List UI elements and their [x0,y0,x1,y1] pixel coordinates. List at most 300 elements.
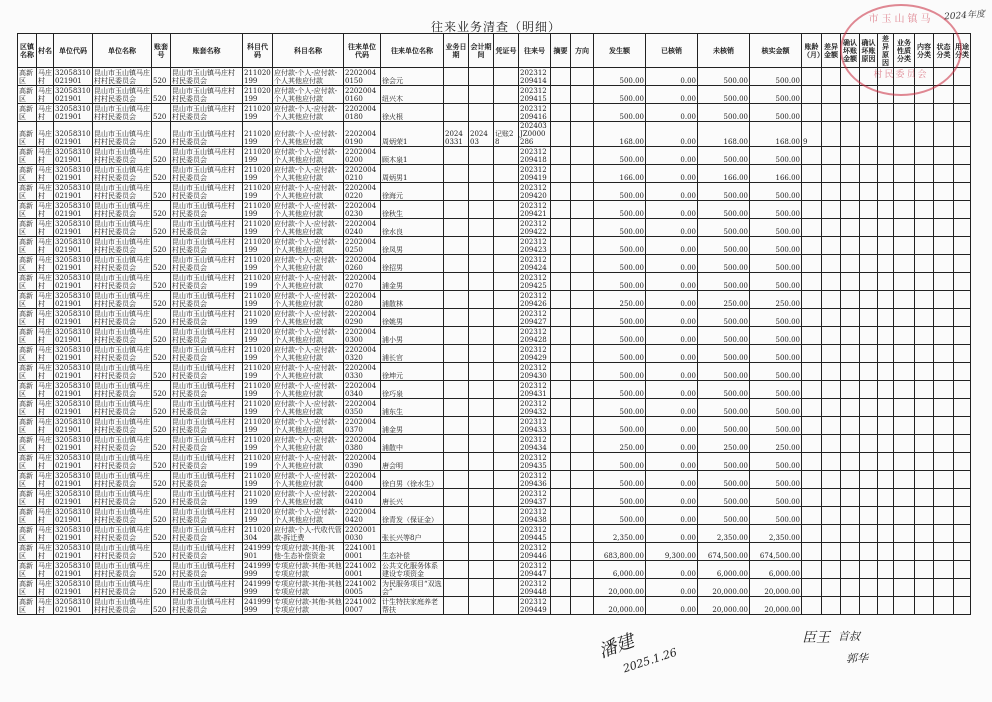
table-cell: 22020040330 [344,363,381,381]
table-cell: 500.00 [698,309,750,327]
table-cell [915,597,934,615]
table-cell [469,579,494,597]
table-cell: 500.00 [594,183,646,201]
table-cell [551,104,571,122]
table-cell: 昆山市玉山镇马庄村村民委员会 [94,148,150,164]
table-cell [841,273,860,291]
table-cell: 昆山市玉山镇马庄村村民委员会 [94,580,150,596]
table-cell [469,399,494,417]
table-cell [954,165,971,183]
table-cell: 昆山市玉山镇马庄村村民委员会 [171,291,243,309]
table-cell: 250.00 [698,435,750,453]
table-cell [551,381,571,399]
table-cell: 500.00 [698,507,750,525]
table-cell: 22020040410 [344,489,381,507]
table-cell: 32058310021901 [55,148,91,164]
table-cell: 昆山市玉山镇马庄村村民委员会 [171,489,243,507]
table-cell [841,363,860,381]
table-cell: 昆山市玉山镇马庄村村民委员会 [171,597,243,615]
table-cell [494,561,519,579]
table-cell [551,122,571,147]
table-cell [860,453,878,471]
table-row [18,471,971,489]
table-cell: 0.00 [646,363,698,381]
column-header: 区镇名称 [18,34,37,68]
table-cell [802,381,822,399]
table-cell: 211020199 [244,328,271,344]
table-cell [894,147,915,165]
table-cell: 500.00 [698,381,750,399]
table-cell: 应付款-个人-应付款-个人其他应付款 [273,345,344,363]
table-cell [878,507,894,525]
table-cell [841,381,860,399]
table-cell: 211020199 [244,87,271,103]
table-cell: 202312209426 [519,291,551,309]
table-cell [469,363,494,381]
table-cell: 166.00 [698,165,750,183]
table-cell [954,597,971,615]
table-cell [878,219,894,237]
table-cell: 2,350.00 [698,525,750,543]
table-cell: 马庄村 [38,166,52,182]
table-cell [822,507,841,525]
table-cell [841,399,860,417]
table-row [18,435,971,453]
table-cell [894,291,915,309]
table-cell: 520 [152,104,171,122]
table-cell [802,68,822,86]
column-header: 已核销 [646,34,698,68]
table-cell [860,104,878,122]
table-cell: 500.00 [698,219,750,237]
table-cell: 高新区 [18,561,37,579]
table-cell: 32058310021901 [55,202,91,218]
table-cell: 马庄村 [38,598,52,614]
table-cell [571,471,594,489]
table-cell [802,561,822,579]
table-cell: 应付款-个人-应付款-个人其他应付款 [273,219,344,237]
table-cell: 211020304 [244,526,271,542]
table-cell: 马庄村 [38,418,52,434]
table-cell: 500.00 [750,345,802,363]
table-cell [954,435,971,453]
table-cell [934,399,954,417]
table-cell: 0.00 [646,237,698,255]
table-cell: 500.00 [594,453,646,471]
table-cell [934,453,954,471]
table-cell [841,68,860,86]
table-row [18,507,971,525]
table-cell [444,489,469,507]
table-cell: 211020199 [244,364,271,380]
column-header: 差异金额 [822,34,841,68]
table-cell [841,237,860,255]
table-cell: 0.00 [646,165,698,183]
table-cell: 500.00 [698,237,750,255]
table-cell [822,543,841,561]
table-cell: 应付款-个人-应付款-个人其他应付款 [273,381,344,399]
table-cell: 500.00 [594,345,646,363]
table-cell [878,183,894,201]
table-cell: 昆山市玉山镇马庄村村民委员会 [94,69,150,85]
table-cell [571,183,594,201]
table-cell [894,435,915,453]
table-cell: 22020040160 [344,86,381,104]
table-cell [954,345,971,363]
table-cell: 166.00 [750,165,802,183]
table-cell: 马庄村 [38,364,52,380]
table-cell: 500.00 [750,471,802,489]
table-cell: 高新区 [18,273,37,291]
table-cell [894,417,915,435]
table-cell: 500.00 [698,273,750,291]
table-cell [551,453,571,471]
table-cell: 高新区 [18,453,37,471]
table-cell [802,237,822,255]
table-cell [841,219,860,237]
table-cell: 32058310021901 [55,472,91,488]
table-cell: 500.00 [594,471,646,489]
table-cell [802,489,822,507]
table-cell: 500.00 [698,147,750,165]
table-cell: 32058310021901 [55,418,91,434]
table-cell: 马庄村 [38,256,52,272]
table-cell [841,579,860,597]
table-cell: 166.00 [594,165,646,183]
table-cell [894,561,915,579]
table-row [18,273,971,291]
table-cell [802,435,822,453]
table-cell [494,489,519,507]
table-cell: 马庄村 [38,310,52,326]
table-cell [860,147,878,165]
table-cell: 马庄村 [38,544,52,560]
table-cell: 211020199 [244,508,271,524]
table-cell: 202312209435 [519,453,551,471]
table-cell [934,68,954,86]
table-cell [934,291,954,309]
table-cell: 马庄村 [38,508,52,524]
table-cell [894,381,915,399]
table-cell: 马庄村 [38,202,52,218]
table-cell [469,345,494,363]
table-cell: 浦小男 [381,327,444,345]
table-cell [822,165,841,183]
table-cell: 500.00 [750,327,802,345]
table-cell [822,104,841,122]
table-cell [860,435,878,453]
table-cell [444,183,469,201]
table-cell: 浦长官 [381,345,444,363]
table-cell: 32058310021901 [55,382,91,398]
table-cell: 520 [152,201,171,219]
table-cell [878,399,894,417]
table-cell [860,579,878,597]
table-cell: 250.00 [594,435,646,453]
table-cell: 211020199 [244,105,271,121]
table-cell: 0.00 [646,273,698,291]
table-cell: 徐招男 [381,255,444,273]
table-cell: 674,500.00 [698,543,750,561]
table-cell: 高新区 [18,471,37,489]
table-cell: 昆山市玉山镇马庄村村民委员会 [94,544,150,560]
table-row [18,561,971,579]
table-cell [841,543,860,561]
table-cell [822,489,841,507]
table-cell: 520 [152,147,171,165]
table-cell: 202312209437 [519,489,551,507]
table-cell: 202312209418 [519,147,551,165]
table-cell [802,147,822,165]
table-cell: 应付款-个人-应付款-个人其他应付款 [273,237,344,255]
table-cell: 昆山市玉山镇马庄村村民委员会 [94,526,150,542]
table-cell: 202312209424 [519,255,551,273]
table-cell: 高新区 [18,327,37,345]
table-header-row [18,34,971,68]
table-cell: 专项应付款-其他-其他专项应付款 [274,598,342,614]
table-cell: 应付款-个人-应付款-个人其他应付款 [273,68,344,86]
table-cell [494,183,519,201]
table-cell: 32058310021901 [55,346,91,362]
column-header: 差异原因 [878,34,894,68]
stamp-text-top: 市玉山镇马 [868,14,934,25]
table-cell: 唐长兴 [381,489,444,507]
table-cell [802,471,822,489]
table-cell: 徐会元 [381,68,444,86]
table-cell: 昆山市玉山镇马庄村村民委员会 [94,472,150,488]
table-cell: 徐水良 [381,219,444,237]
table-cell [444,237,469,255]
table-cell [860,309,878,327]
table-cell: 22020040390 [344,453,381,471]
table-cell: 500.00 [594,86,646,104]
table-cell: 记账28 [494,122,519,147]
table-cell: 昆山市玉山镇马庄村村民委员会 [171,345,243,363]
table-cell [551,507,571,525]
table-cell: 昆山市玉山镇马庄村村民委员会 [171,147,243,165]
column-header: 业务性质分类 [894,34,915,68]
table-cell [860,363,878,381]
table-cell: 202312209428 [519,327,551,345]
table-cell: 6,000.00 [750,561,802,579]
table-cell: 32058310021901 [55,310,91,326]
table-cell: 20,000.00 [594,579,646,597]
table-cell [444,104,469,122]
table-cell [954,273,971,291]
table-cell [915,183,934,201]
table-cell [860,291,878,309]
table-cell [934,507,954,525]
table-cell [841,327,860,345]
table-cell: 500.00 [698,104,750,122]
table-cell: 211020199 [244,436,271,452]
table-cell: 520 [152,255,171,273]
table-cell: 202312209449 [519,597,551,615]
table-cell [878,291,894,309]
table-cell: 应付款-个人-应付款-个人其他应付款 [273,417,344,435]
table-cell: 应付款-个人-应付款-个人其他应付款 [273,201,344,219]
table-cell: 应付款-个人-应付款-个人其他应付款 [273,147,344,165]
table-cell: 500.00 [750,399,802,417]
table-cell: 昆山市玉山镇马庄村村民委员会 [94,508,150,524]
table-cell [878,363,894,381]
table-cell: 520 [152,435,171,453]
table-cell: 202312209415 [519,86,551,104]
table-cell: 22020010030 [344,525,381,543]
table-cell: 昆山市玉山镇马庄村村民委员会 [94,598,150,614]
table-cell [494,201,519,219]
table-cell [444,435,469,453]
table-cell: 昆山市玉山镇马庄村村民委员会 [171,525,243,543]
table-cell: 500.00 [594,201,646,219]
table-cell [494,381,519,399]
table-cell: 520 [152,86,171,104]
table-cell: 520 [152,291,171,309]
table-cell [469,561,494,579]
table-cell: 马庄村 [38,490,52,506]
table-cell [444,561,469,579]
table-cell: 500.00 [594,255,646,273]
table-cell [915,507,934,525]
table-row [18,86,971,104]
table-cell [894,86,915,104]
table-cell: 0.00 [646,104,698,122]
table-cell: 32058310021901 [55,490,91,506]
table-cell [878,237,894,255]
table-cell: 昆山市玉山镇马庄村村民委员会 [171,309,243,327]
table-cell: 昆山市玉山镇马庄村村民委员会 [94,400,150,416]
table-cell [444,399,469,417]
table-cell [915,309,934,327]
table-cell: 500.00 [750,417,802,435]
table-cell: 徐凤男 [381,237,444,255]
table-cell: 应付款-个人-应付款-个人其他应付款 [273,399,344,417]
table-cell: 500.00 [594,507,646,525]
table-cell [954,453,971,471]
table-cell [954,417,971,435]
table-cell [894,104,915,122]
table-cell: 22020040350 [344,399,381,417]
table-cell: 168.00 [750,122,802,147]
table-cell [915,201,934,219]
table-cell: 马庄村 [38,382,52,398]
table-cell: 应付款-个人-应付款-个人其他应付款 [273,255,344,273]
table-cell: 520 [152,579,171,597]
table-cell: 马庄村 [38,69,52,85]
table-cell [915,104,934,122]
table-cell [860,201,878,219]
table-cell [860,255,878,273]
table-cell: 22020040340 [344,381,381,399]
table-cell [494,219,519,237]
table-cell: 211020199 [244,166,271,182]
table-cell [841,525,860,543]
table-cell [878,579,894,597]
table-cell: 昆山市玉山镇马庄村村民委员会 [93,122,152,147]
table-cell [469,309,494,327]
table-cell: 0.00 [646,86,698,104]
table-cell: 22020040220 [344,183,381,201]
table-cell: 32058310021901 [55,220,91,236]
table-cell: 520 [152,561,171,579]
table-cell: 520 [152,471,171,489]
table-cell: 应付款-个人-应付款-个人其他应付款 [273,165,344,183]
table-cell [860,237,878,255]
table-cell [878,543,894,561]
table-cell [802,543,822,561]
table-cell [878,201,894,219]
column-header: 内容分类 [915,34,934,68]
table-cell [571,561,594,579]
table-cell: 昆山市玉山镇马庄村村民委员会 [171,363,243,381]
table-cell [822,417,841,435]
table-cell [469,489,494,507]
table-cell: 32058310021901 [55,580,91,596]
table-cell [841,597,860,615]
table-cell [860,399,878,417]
table-cell: 昆山市玉山镇马庄村村民委员会 [171,381,243,399]
table-cell: 徐秋生 [381,201,444,219]
table-cell [444,201,469,219]
table-cell [860,122,878,147]
table-cell: 马庄村 [38,87,52,103]
table-cell: 500.00 [698,183,750,201]
table-cell: 22020040380 [344,435,381,453]
table-cell: 高新区 [18,309,37,327]
table-cell: 昆山市玉山镇马庄村村民委员会 [171,561,243,579]
table-cell [469,291,494,309]
table-cell [444,507,469,525]
table-cell [494,435,519,453]
table-cell [894,122,915,147]
table-cell: 500.00 [594,237,646,255]
table-cell: 昆山市玉山镇马庄村村民委员会 [171,471,243,489]
table-cell [860,273,878,291]
table-cell: 应付款-个人-应付款-个人其他应付款 [273,104,344,122]
table-cell: 202403 [469,122,494,147]
table-cell: 高新区 [18,86,37,104]
table-cell [860,219,878,237]
table-cell [494,165,519,183]
table-cell: 241999999 [244,598,271,614]
table-cell [894,471,915,489]
table-cell: 32058310021901 [55,544,91,560]
table-cell: 32058310021901 [55,69,91,85]
table-cell: 昆山市玉山镇马庄村村民委员会 [94,490,150,506]
table-cell: 2,350.00 [750,525,802,543]
table-cell: 500.00 [698,255,750,273]
table-cell [860,345,878,363]
table-cell [571,435,594,453]
table-cell [915,543,934,561]
table-cell [571,273,594,291]
table-cell [878,453,894,471]
table-cell [841,309,860,327]
table-cell: 昆山市玉山镇马庄村村民委员会 [94,292,150,308]
table-cell [494,291,519,309]
table-cell [571,147,594,165]
table-cell [954,201,971,219]
table-cell [551,363,571,381]
table-cell: 22410020005 [344,579,381,597]
table-cell: 500.00 [750,237,802,255]
table-cell [822,183,841,201]
table-cell: 241999999 [244,562,271,578]
table-cell: 22020040200 [344,147,381,165]
table-cell [954,579,971,597]
table-cell: 211020199 [244,69,271,85]
table-cell [954,291,971,309]
